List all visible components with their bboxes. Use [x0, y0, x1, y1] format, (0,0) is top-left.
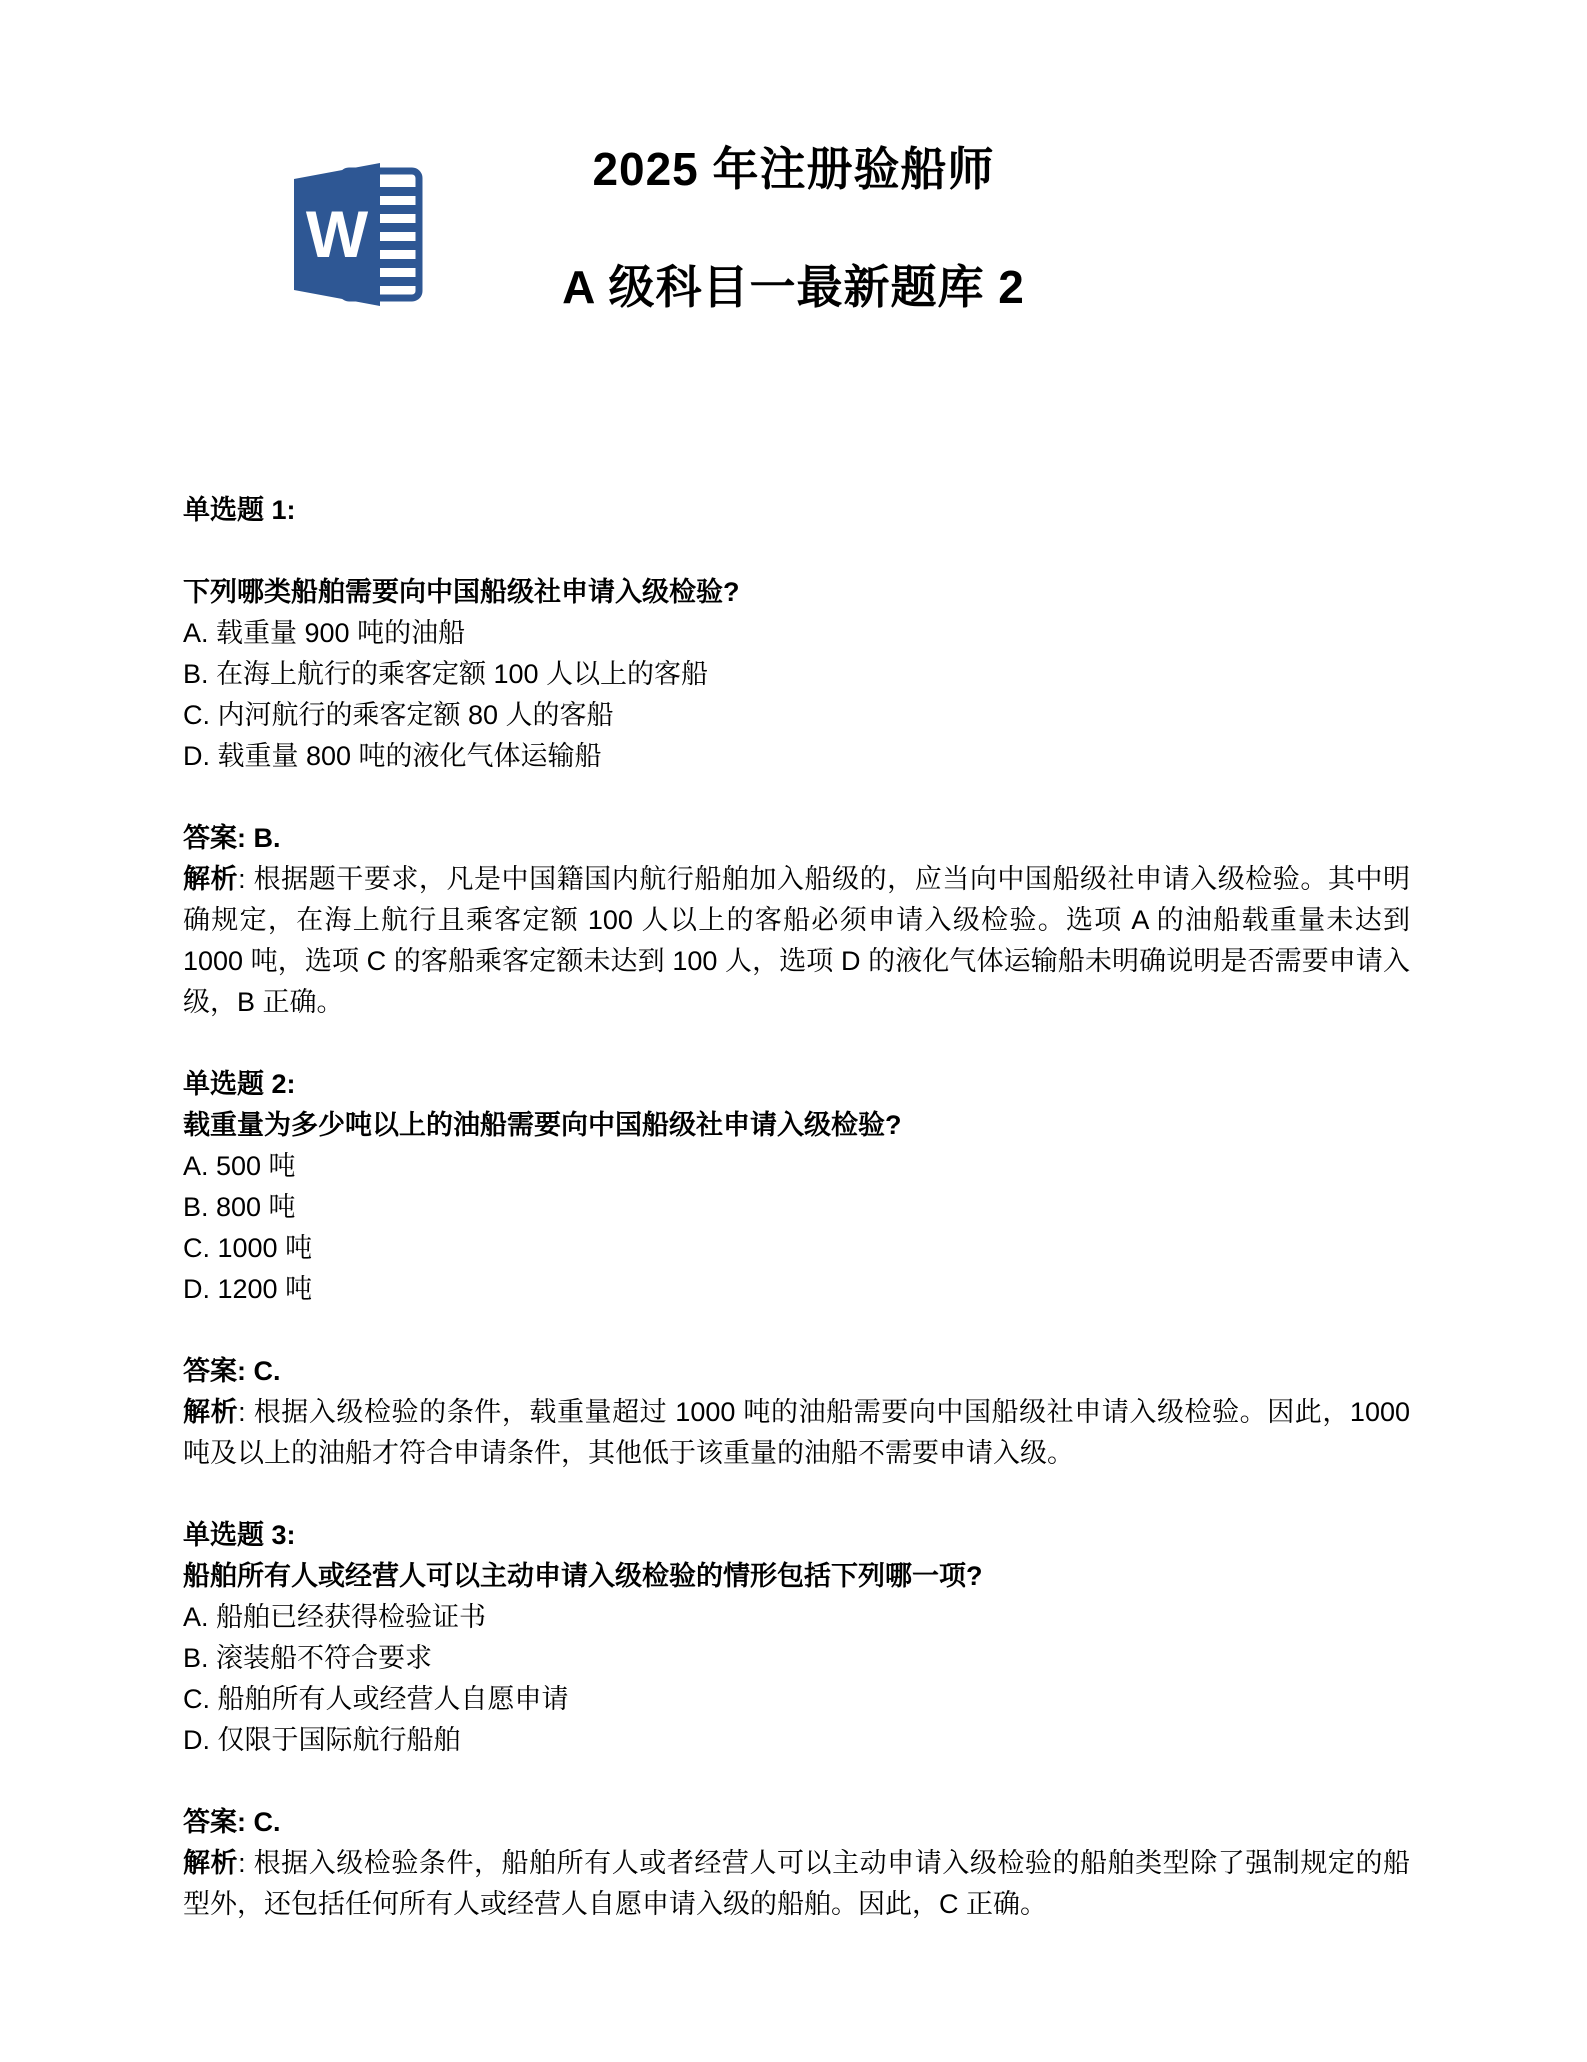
- option-line: D. 1200 吨: [183, 1274, 313, 1304]
- word-icon: [292, 158, 429, 310]
- question-text: 载重量为多少吨以上的油船需要向中国船级社申请入级检验?: [183, 1110, 902, 1140]
- question-block-3: [183, 1515, 1410, 1925]
- blank-line: [183, 1310, 1410, 1351]
- word-icon-letter: W: [305, 197, 369, 271]
- analysis-paragraph: [183, 859, 1410, 1023]
- analysis-label: 解析: [183, 1397, 239, 1427]
- question-text: 船舶所有人或经营人可以主动申请入级检验的情形包括下列哪一项?: [183, 1561, 983, 1591]
- answer-line: 答案: C.: [183, 1356, 281, 1386]
- analysis-label: 解析: [183, 864, 239, 894]
- blank-line: [183, 531, 1410, 572]
- option-line: B. 800 吨: [183, 1192, 296, 1222]
- answer-line: 答案: C.: [183, 1807, 281, 1837]
- title-line-2: A 级科目一最新题库 2: [562, 261, 1025, 313]
- option-line: B. 滚装船不符合要求: [183, 1643, 433, 1673]
- question-heading: 单选题 2:: [183, 1069, 296, 1099]
- question-heading: 单选题 1:: [183, 495, 296, 525]
- blank-line: [183, 1023, 1410, 1064]
- option-line: B. 在海上航行的乘客定额 100 人以上的客船: [183, 659, 709, 689]
- analysis-paragraph: [183, 1392, 1410, 1474]
- blank-line: [183, 1761, 1410, 1802]
- option-line: C. 船舶所有人或经营人自愿申请: [183, 1684, 569, 1714]
- analysis-label: 解析: [183, 1848, 239, 1878]
- option-line: C. 1000 吨: [183, 1233, 313, 1263]
- option-line: A. 船舶已经获得检验证书: [183, 1602, 487, 1632]
- document-title: [0, 0, 1587, 318]
- question-block-2: [183, 1064, 1410, 1474]
- question-block-1: [183, 490, 1410, 1023]
- option-line: A. 载重量 900 吨的油船: [183, 618, 466, 648]
- title-line-1: 2025 年注册验船师: [592, 143, 995, 195]
- blank-line: [183, 777, 1410, 818]
- document-body: [183, 490, 1410, 1925]
- option-line: C. 内河航行的乘客定额 80 人的客船: [183, 700, 614, 730]
- option-line: A. 500 吨: [183, 1151, 296, 1181]
- blank-line: [183, 1474, 1410, 1515]
- question-text: 下列哪类船舶需要向中国船级社申请入级检验?: [183, 577, 740, 607]
- option-line: D. 载重量 800 吨的液化气体运输船: [183, 741, 602, 771]
- analysis-paragraph: [183, 1843, 1410, 1925]
- analysis-text: : 根据入级检验条件，船舶所有人或者经营人可以主动申请入级检验的船舶类型除了强制规定的船型外，还包括任何所有人或经营人自愿申请入级的船舶。因此，C 正确。: [183, 1848, 1410, 1919]
- option-line: D. 仅限于国际航行船舶: [183, 1725, 461, 1755]
- answer-line: 答案: B.: [183, 823, 281, 853]
- question-heading: 单选题 3:: [183, 1520, 296, 1550]
- analysis-text: : 根据题干要求，凡是中国籍国内航行船舶加入船级的，应当向中国船级社申请入级检验。其中明确规定，在海上航行且乘客定额 100 人以上的客船必须申请入级检验。选项 A 的油船载重量未达到 1000 吨，选项 C 的客船乘客定额未达到 100 人，选项 D 的液化气体运输船未明确说明是否需要申请入级，B 正确。: [183, 864, 1410, 1017]
- analysis-text: : 根据入级检验的条件，载重量超过 1000 吨的油船需要向中国船级社申请入级检验。因此，1000 吨及以上的油船才符合申请条件，其他低于该重量的油船不需要申请入级。: [183, 1397, 1410, 1468]
